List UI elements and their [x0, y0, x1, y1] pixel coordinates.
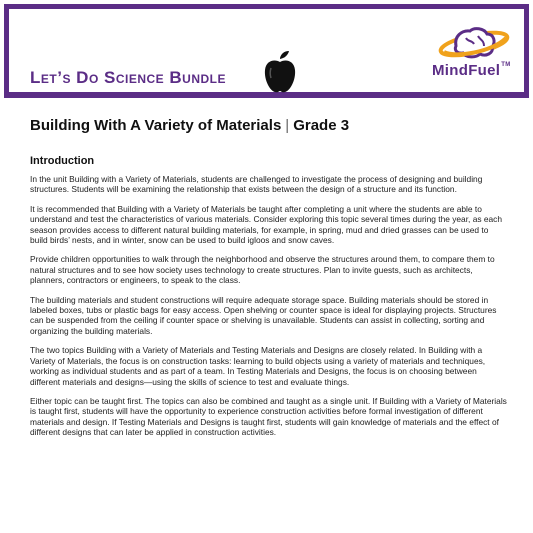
paragraph: The two topics Building with a Variety of Materials and Testing Materials and Designs are closely related. In Building with a Variety of Materials, the focus is on construction tasks: learning to build objects using a variety of materials and techniques, working as individual students and as part of a team. In Testing Materials and Designs, the focus is on choosing between different materials and designs—using the skills of science to test and evaluate things. — [30, 345, 486, 387]
title-separator: | — [285, 117, 290, 134]
paragraph: It is recommended that Building with a Variety of Materials be taught after completing a unit where the students are able to understand and test the characteristics of various materials. Consider exploring this topic several times during the year, as each season provides access to different natural building materials, for example, in spring, mud and dried grasses can be used to build birds’ nests, and in winter, snow can be used to build igloos and snow caves. — [30, 203, 503, 246]
bundle-title: Let’s Do Science Bundle — [30, 68, 227, 87]
introduction-section — [30, 155, 508, 447]
grade-label: Grade 3 — [293, 117, 350, 134]
paragraph: The building materials and student constructions will require adequate storage space. Building materials should be stored in labeled boxes, tubs or plastic bags for easy access. Open shelving or counter space is ideal for displaying projects. Structures can be suspended from the ceiling if counter space or shelving is unavailable. Students can assist in collecting, sorting and organizing the building materials. — [30, 294, 497, 336]
paragraph: Provide children opportunities to walk through the neighborhood and observe the structures around them, to compare them to natural structures and to see how society uses technology to create structures. Plan to invite guests, such as architects, planners, contractors or engineers, to speak to the class. — [30, 254, 495, 286]
section-heading: Introduction — [30, 155, 95, 167]
page-title — [30, 117, 349, 134]
paragraph: Either topic can be taught first. The topics can also be combined and taught as a single unit. If Building with a Variety of Materials is taught first, students will have the opportunity to experience construction activities before formal investigation of different materials and design. If Testing Materials and Designs is taught first, students will gain knowledge of materials and the effect of different designs that can later be applied in construction activities. — [30, 395, 507, 438]
page-title-text: Building With A Variety of Materials — [30, 117, 282, 134]
apple-icon — [262, 50, 298, 94]
logo-wordmark: MindFuel™ — [432, 62, 511, 79]
paragraph: In the unit Building with a Variety of Materials, students are challenged to investigate the process of designing and building structures. Students will be examining the relationship that exists between the design of a structure and its function. — [30, 174, 483, 195]
